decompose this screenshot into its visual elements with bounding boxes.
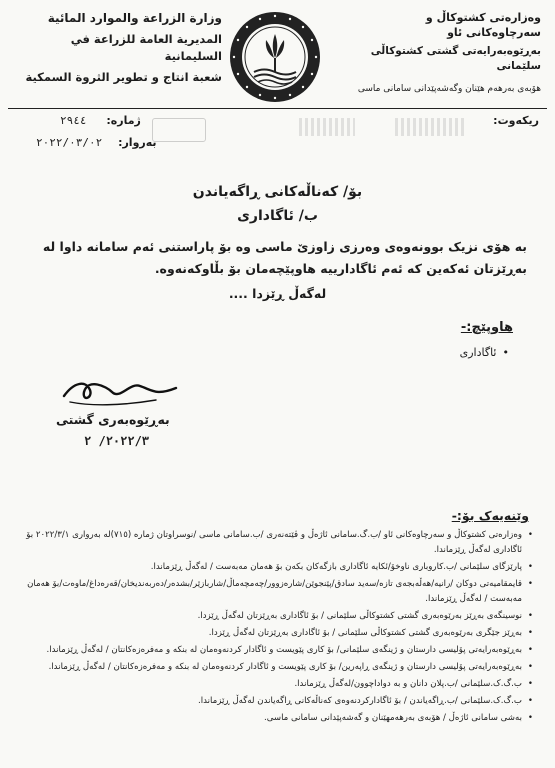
signed-date: ٢٠٢٢/٣/ ٢ [84, 434, 150, 448]
receipt-stamp [152, 118, 206, 142]
header-ministry-ku: وەزارەتی کشتوکاڵ و سەرچاوەکانی ئاو [425, 11, 541, 39]
header-section-ar: شعبة انتاج و تطوير الثروة السمكية [25, 70, 222, 84]
letter-body: بە هۆی نزیک بوونەوەی وەرزی زاوزێ ماسی وە بۆ پاراستنی ئەم سامانە داوا لە بەڕێزتان ئەکەین کە ئەم ئاگادارییە هاوپێچەمان بۆ بڵاوکەنەوە. [42, 239, 527, 276]
letter-number [60, 114, 141, 127]
copy-recipient: • ب.گ.ک.سلێمانی /ب.ڕاگەیاندن / بۆ ئاگادارکردنەوەی کەناڵەکانی ڕاگەیاندن لەگەڵ ڕێزماندا. [21, 694, 533, 709]
copy-recipient: • بەڕێز جێگری بەرێوەبەری گشتی کشتوکاڵی سلێمانی / بۆ ئاگاداری بەڕێزتان لەگەڵ ڕێزدا. [21, 626, 533, 641]
copy-recipient: • قایمقامیەتی دوکان /رانیە/هەڵەبجەی تازە/سەید سادق/پێنجوێن/شارەزوور/چەمچەماڵ/شاربازێر/بشدەر/دەربەندیخان/قەرەداغ/ماوەت/بۆ هەمان مەبەست / لەگەڵ ڕێزماندا. [21, 577, 533, 607]
header-ministry-ar: وزارة الزراعة والموارد المائية [47, 11, 222, 25]
copy-recipient: • نوسینگەی بەڕێز بەرێوەبەری گشتی کشتوکاڵی سلێمانی / بۆ ئاگاداری بەڕێزتان لەگەڵ ڕێزدا. [21, 609, 533, 624]
header-divider [8, 108, 547, 109]
copy-recipient: • بەڕێوەبەرایەتی پۆلیسی دارستان و ژینگەی ڕاپەرین/ بۆ کاری پێویست و ئاگادار کردنەوەمان لە بنکە و مەفرەزەکانتان / لەگەڵ ڕێزماندا. [21, 660, 533, 675]
header-arabic [14, 10, 222, 86]
subject: ب/ ئاگاداری [237, 208, 318, 224]
addressee: بۆ/ کەناڵەکانی ڕاگەیاندن [192, 184, 363, 200]
copies-list [21, 528, 533, 728]
signer-title: بەڕێوەبەری گشتی [56, 412, 170, 427]
ministry-seal-logo [228, 10, 322, 104]
letter-date [36, 136, 157, 149]
copy-recipient: • وەزارەتی کشتوکاڵ و سەرچاوەکانی ئاو /ب.گ.سامانی ئاژەڵ و ڤێتەنەری /ب.سامانی ماسی /نوسراوتان ژمارە (٧١٥)لە بەرواری ٢٠٢٢/٣/١ بۆ ئاگاداری لەگەڵ ڕێزماندا. [21, 528, 533, 558]
signature-image [60, 372, 180, 412]
date-label: بەروار: [118, 136, 157, 149]
attachments-heading: هاوپێچ:- [460, 320, 513, 335]
copy-recipient: • ب.گ.ک.سلێمانی /ب.پلان دانان و بە دواداچوون/لەگەڵ ڕێزماندا. [21, 677, 533, 692]
header-directorate-ku: بەڕێوەبەرایەتی گشتی کشتوکاڵی سلێمانی [370, 45, 541, 72]
header-section-ku: هۆبەی بەرهەم هێنان وگەشەپێدانی سامانی ماسی [357, 84, 541, 94]
attachment-item: • ئاگاداری [460, 346, 509, 359]
copy-recipient: • بەڕێوەبەرایەتی پۆلیسی دارستان و ژینگەی سلێمانی/ بۆ کاری پێویست و ئاگادار کردنەوەمان لە بنکە و مەفرەزەکانتان / لەگەڵ ڕێزماندا. [21, 643, 533, 658]
copy-recipient: • بەشی سامانی ئاژەڵ / هۆبەی بەرهەمهێنان و گەشەپێدانی سامانی ماسی. [21, 711, 533, 726]
header-kurdish [351, 10, 541, 96]
number-value: ٢٩٤٤ [60, 114, 87, 127]
faded-stamp-mark [299, 118, 355, 136]
number-label: ژمارە: [106, 114, 141, 127]
copies-heading: وێنەیەک بۆ:- [451, 508, 529, 523]
header-directorate-ar: المديرية العامة للزراعة في السليمانية [70, 32, 222, 63]
date-value: ٢٠٢٢/٠٣/٠٢ [36, 136, 103, 149]
reference-label: ریکەوت: [493, 114, 539, 127]
closing-regards: لەگەڵ ڕێزدا .... [228, 286, 327, 301]
faded-stamp-mark [395, 118, 465, 136]
copy-recipient: • پارێزگای سلێمانی /ب.کاروباری ناوخۆ/ئکایە ئاگاداری بازگەکان بکەن بۆ هەمان مەبەست / لەگەڵ ڕێزماندا. [21, 560, 533, 575]
